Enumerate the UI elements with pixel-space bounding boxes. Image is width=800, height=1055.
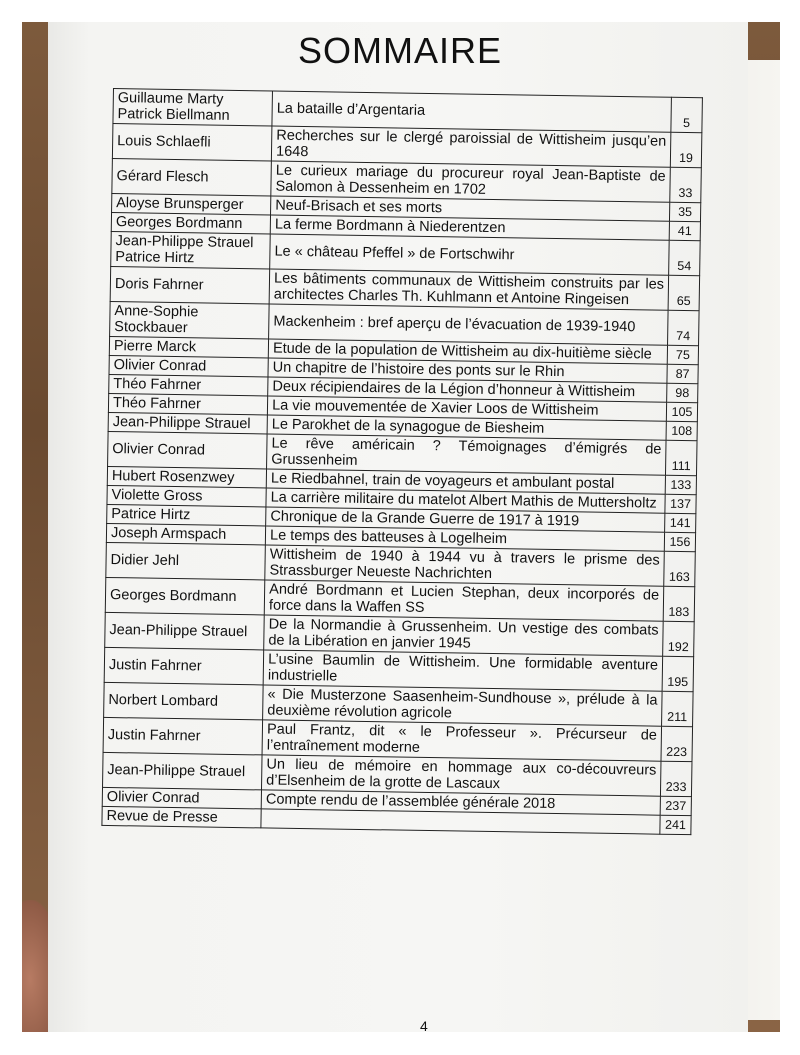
author-cell: Louis Schlaefli — [112, 124, 272, 161]
article-title-cell: Compte rendu de l’assemblée générale 2018 — [261, 790, 660, 815]
author-cell: Justin Fahrner — [103, 717, 263, 754]
page-number-cell: 5 — [671, 97, 703, 132]
author-cell: Jean-Philippe Strauel Patrice Hirtz — [111, 231, 271, 268]
author-cell: Georges Bordmann — [111, 212, 270, 233]
page-number-cell: 163 — [664, 551, 696, 586]
page-number-cell: 98 — [667, 383, 698, 402]
author-cell: Hubert Rosenzwey — [107, 466, 266, 487]
author-cell: Aloyse Brunsperger — [112, 193, 271, 214]
author-cell: Olivier Conrad — [109, 355, 268, 376]
page-number-cell: 223 — [661, 726, 693, 761]
author-cell: Justin Fahrner — [104, 647, 264, 684]
article-title-cell: Paul Frantz, dit « le Professeur ». Précurseur de l’entraînement moderne — [262, 720, 661, 761]
page-number-cell: 41 — [669, 221, 700, 240]
page-number-cell: 241 — [660, 815, 691, 834]
article-title-cell: « Die Musterzone Saasenheim-Sundhouse », prélude à la deuxième révolution agricole — [263, 685, 662, 726]
page-number-cell: 111 — [666, 440, 698, 475]
article-title-cell: L’usine Baumlin de Wittisheim. Une formidable aventure industrielle — [263, 650, 662, 691]
page-number-cell: 133 — [665, 475, 696, 494]
article-title-cell: Le « château Pfeffel » de Fortschwihr — [270, 234, 669, 275]
author-cell: Joseph Armspach — [106, 523, 265, 544]
contents-body — [102, 89, 703, 835]
page-number: 4 — [420, 1018, 428, 1034]
page-number-cell: 141 — [665, 513, 696, 532]
author-cell: Gérard Flesch — [112, 158, 272, 195]
page-number-cell: 211 — [662, 691, 694, 726]
page-number-cell: 137 — [665, 494, 696, 513]
page-number-cell: 87 — [667, 364, 698, 383]
author-cell: Georges Bordmann — [105, 577, 265, 614]
page-number-cell: 19 — [670, 132, 702, 167]
article-title-cell: Deux récipiendaires de la Légion d’honneur à Wittisheim — [268, 377, 667, 402]
article-title-cell: Le Parokhet de la synagogue de Biesheim — [267, 415, 666, 440]
article-title-cell: La vie mouvementée de Xavier Loos de Wittisheim — [267, 396, 666, 421]
article-title-cell: Mackenheim : bref aperçu de l’évacuation de 1939-1940 — [269, 304, 668, 345]
article-title-cell: Recherches sur le clergé paroissial de Wittisheim jusqu’en 1648 — [271, 126, 670, 167]
author-cell: Violette Gross — [107, 485, 266, 506]
page-number-cell: 183 — [663, 586, 695, 621]
article-title-cell: Chronique de la Grande Guerre de 1917 à 1919 — [266, 507, 665, 532]
contents-table — [101, 88, 703, 835]
page-number-cell: 35 — [669, 202, 700, 221]
page-number-cell: 195 — [662, 656, 694, 691]
author-cell: Pierre Marck — [109, 336, 268, 357]
author-cell: Olivier Conrad — [102, 787, 261, 808]
article-title-cell: La carrière militaire du matelot Albert Mathis de Muttersholtz — [266, 488, 665, 513]
author-cell: Jean-Philippe Strauel — [103, 752, 263, 789]
page-number-cell: 237 — [660, 796, 691, 815]
article-title-cell: Les bâtiments communaux de Wittisheim construits par les architectes Charles Th. Kuhlmann et Antoine Ringeisen — [269, 269, 668, 310]
page-number-cell: 33 — [670, 167, 702, 202]
author-cell: Norbert Lombard — [104, 682, 264, 719]
article-title-cell: Un lieu de mémoire en hommage aux co-découvreurs d’Elsenheim de la grotte de Lascaux — [262, 755, 661, 796]
page-number-cell: 74 — [668, 310, 700, 345]
article-title-cell: Neuf-Brisach et ses morts — [271, 196, 670, 221]
article-title-cell: Un chapitre de l’histoire des ponts sur le Rhin — [268, 358, 667, 383]
author-cell: Patrice Hirtz — [107, 504, 266, 525]
article-title-cell: Le Riedbahnel, train de voyageurs et ambulant postal — [266, 469, 665, 494]
author-cell: Doris Fahrner — [110, 266, 270, 303]
author-cell: Guillaume Marty Patrick Biellmann — [113, 89, 273, 126]
article-title-cell: La ferme Bordmann à Niederentzen — [270, 215, 669, 240]
page-number-cell: 75 — [667, 345, 698, 364]
author-cell: Anne-Sophie Stockbauer — [110, 301, 270, 338]
author-cell: Olivier Conrad — [108, 431, 268, 468]
page-number-cell: 65 — [668, 275, 700, 310]
page-number-cell: 105 — [666, 402, 697, 421]
author-cell: Théo Fahrner — [109, 374, 268, 395]
page-title: SOMMAIRE — [297, 30, 502, 71]
page-number-cell: 192 — [663, 621, 695, 656]
page-number-cell: 54 — [669, 240, 701, 275]
article-title-cell: Le rêve américain ? Témoignages d’émigrés de Grussenheim — [267, 434, 666, 475]
page-number-cell: 156 — [664, 532, 695, 551]
author-cell: Revue de Presse — [102, 806, 261, 827]
author-cell: Jean-Philippe Strauel — [108, 412, 267, 433]
article-title-cell: Le temps des batteuses à Logelheim — [265, 526, 664, 551]
author-cell: Jean-Philippe Strauel — [105, 612, 265, 649]
author-cell: Théo Fahrner — [108, 393, 267, 414]
article-title-cell: André Bordmann et Lucien Stephan, deux incorporés de force dans la Waffen SS — [264, 580, 663, 621]
article-title-cell: Wittisheim de 1940 à 1944 vu à travers le prisme des Strassburger Neueste Nachrichten — [265, 545, 664, 586]
article-title-cell: La bataille d’Argentaria — [272, 91, 671, 132]
article-title-cell: Le curieux mariage du procureur royal Jean-Baptiste de Salomon à Dessenheim en 1702 — [271, 161, 670, 202]
page-number-cell: 233 — [660, 761, 692, 796]
article-title-cell: Etude de la population de Wittisheim au dix-huitième siècle — [268, 339, 667, 364]
article-title-cell: De la Normandie à Grussenheim. Un vestige des combats de la Libération en janvier 1945 — [264, 615, 663, 656]
author-cell: Didier Jehl — [106, 542, 266, 579]
page-number-cell: 108 — [666, 421, 697, 440]
